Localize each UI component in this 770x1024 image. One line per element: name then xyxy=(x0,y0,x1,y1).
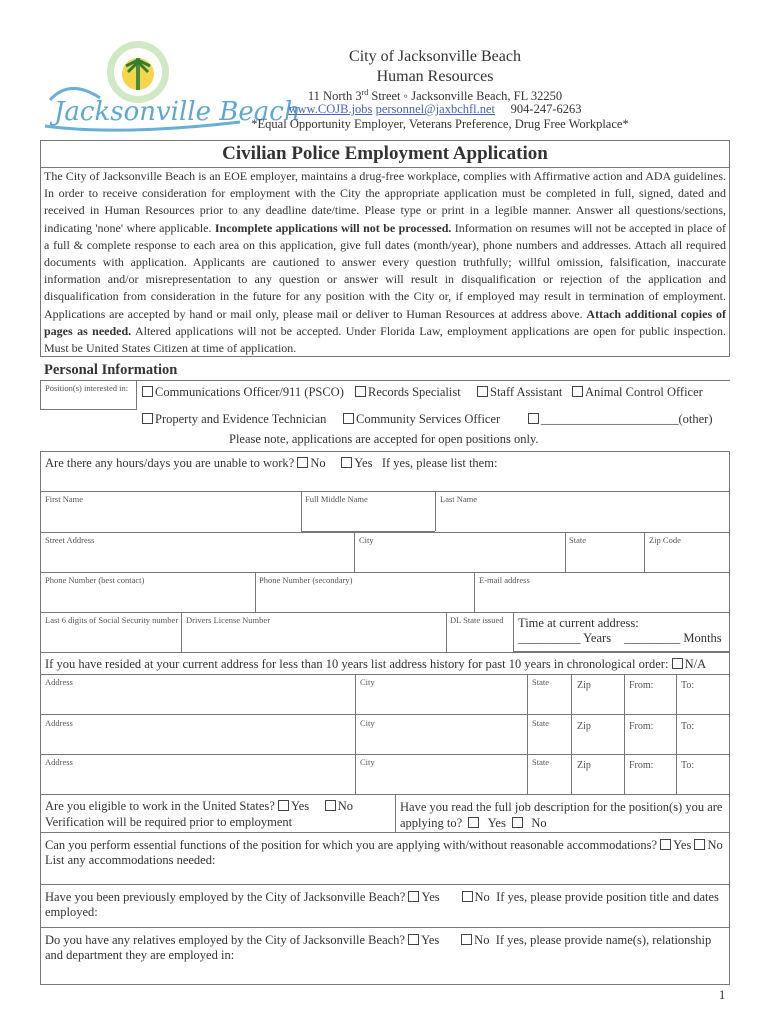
relatives-yes-checkbox[interactable] xyxy=(408,934,419,945)
dl-state-field[interactable]: DL State issued xyxy=(450,615,504,625)
phone-secondary-field[interactable]: Phone Number (secondary) xyxy=(259,575,353,585)
essential-functions-question: Can you perform essential functions of the position for which you are applying with/without reasonable accommodations? Yes No xyxy=(45,838,723,852)
checkbox[interactable] xyxy=(355,386,366,397)
city-logo xyxy=(40,38,301,138)
state-field[interactable]: State xyxy=(569,535,586,545)
svg-text:Jacksonville Beach: Jacksonville Beach xyxy=(54,97,301,127)
history-to-3[interactable]: To: xyxy=(681,760,695,771)
middle-name-field[interactable]: Full Middle Name xyxy=(305,494,368,504)
drivers-license-field[interactable]: Drivers License Number xyxy=(186,615,271,625)
position-option-records[interactable]: Records Specialist xyxy=(355,385,461,400)
checkbox[interactable] xyxy=(343,413,354,424)
months-field[interactable]: _________ Months xyxy=(624,631,722,645)
phone: 904-247-6263 xyxy=(510,102,582,116)
relatives-details-field[interactable]: and department they are employed in: xyxy=(45,948,235,962)
history-city-1[interactable]: City xyxy=(360,677,375,687)
relatives-no-checkbox[interactable] xyxy=(461,934,472,945)
page-number: 1 xyxy=(719,988,726,1002)
city-field[interactable]: City xyxy=(359,535,374,545)
email-field[interactable]: E-mail address xyxy=(479,575,530,585)
position-option-other[interactable]: ______________________(other) xyxy=(528,412,713,427)
essential-yes-checkbox[interactable] xyxy=(660,839,671,850)
verification-note: Verification will be required prior to employment xyxy=(45,815,293,829)
ssn-field[interactable]: Last 6 digits of Social Security number xyxy=(45,615,179,625)
position-option-community-services[interactable]: Community Services Officer xyxy=(343,412,500,427)
work-eligibility-question: Are you eligible to work in the United States? Yes No xyxy=(45,799,354,813)
email-link[interactable]: personnel@jaxbchfl.net xyxy=(375,102,496,116)
time-at-address-label: Time at current address: xyxy=(518,616,639,630)
history-address-1[interactable]: Address xyxy=(45,677,73,687)
positions-label: Position(s) interested in: xyxy=(45,383,129,393)
jd-yes-checkbox[interactable] xyxy=(468,817,479,828)
org-name: City of Jacksonville Beach xyxy=(349,48,521,65)
history-city-2[interactable]: City xyxy=(360,718,375,728)
job-description-question: Have you read the full job description for the position(s) you are applying to? Yes No xyxy=(400,800,723,830)
last-name-field[interactable]: Last Name xyxy=(440,494,478,504)
open-positions-note: Please note, applications are accepted for open positions only. xyxy=(229,432,539,446)
history-address-2[interactable]: Address xyxy=(45,718,73,728)
position-option-property-evidence[interactable]: Property and Evidence Technician xyxy=(142,412,326,427)
form-title: Civilian Police Employment Application xyxy=(222,143,548,164)
hours-question: Are there any hours/days you are unable to work? No Yes If yes, please list them: xyxy=(45,456,498,470)
first-name-field[interactable]: First Name xyxy=(45,494,84,504)
history-state-3[interactable]: State xyxy=(532,757,549,767)
street-address-field[interactable]: Street Address xyxy=(45,535,95,545)
section-heading-personal: Personal Information xyxy=(44,362,178,378)
history-city-3[interactable]: City xyxy=(360,757,375,767)
hours-yes-checkbox[interactable] xyxy=(341,457,352,468)
jd-no-checkbox[interactable] xyxy=(512,817,523,828)
checkbox[interactable] xyxy=(477,386,488,397)
na-checkbox[interactable] xyxy=(672,658,683,669)
zip-code-field[interactable]: Zip Code xyxy=(649,535,681,545)
history-to-1[interactable]: To: xyxy=(681,680,695,691)
history-address-3[interactable]: Address xyxy=(45,757,73,767)
contact-line xyxy=(250,102,620,117)
checkbox[interactable] xyxy=(142,413,153,424)
checkbox[interactable] xyxy=(142,386,153,397)
position-option-staff-assistant[interactable]: Staff Assistant xyxy=(477,385,562,400)
eligible-no-checkbox[interactable] xyxy=(325,800,336,811)
history-zip-1[interactable]: Zip xyxy=(577,680,591,691)
prev-emp-yes-checkbox[interactable] xyxy=(408,891,419,902)
dept-name: Human Resources xyxy=(376,68,494,85)
prev-emp-no-checkbox[interactable] xyxy=(462,891,473,902)
previous-employment-dates-field[interactable]: employed: xyxy=(45,905,98,919)
history-zip-3[interactable]: Zip xyxy=(577,760,591,771)
position-option-psco[interactable]: Communications Officer/911 (PSCO) xyxy=(142,385,344,400)
history-zip-2[interactable]: Zip xyxy=(577,721,591,732)
previous-employment-question: Have you been previously employed by the City of Jacksonville Beach? Yes No If yes, please provide position title and dates xyxy=(45,890,719,904)
hours-no-checkbox[interactable] xyxy=(297,457,308,468)
essential-no-checkbox[interactable] xyxy=(694,839,705,850)
intro-text: The City of Jacksonville Beach is an EOE employer, maintains a drug-free workplace, complies with Affirmative action and ADA guidelines. In order to receive consideration for employment with the City the appropriate application must be completed in full, signed, dated and received in Human Resources prior to any deadline date/time. Please type or print in a legible manner. Answer all questions/sections, indicating 'none' where applicable. Incomplete applications will not be processed. Information on resumes will not be accepted in place of a full & complete response to each area on this application, give full dates (month/year), phone numbers and addresses. Attach all required documents with application. Applicants are cautioned to answer every question truthfully; willful omission, falsification, inaccurate information and/or misrepresentation to any question or answer will result in disqualification or rejection of the application and disqualification from consideration in the future for any position with the City or, if employed may result in termination of employment. Applications are accepted by hand or mail only, please mail or deliver to Human Resources at address above. Attach additional copies of pages as needed. Altered applications will not be accepted. Under Florida Law, employment applications are open for public inspection. Must be United States Citizen at time of application. xyxy=(44,169,727,356)
checkbox[interactable] xyxy=(572,386,583,397)
accommodations-field[interactable]: List any accommodations needed: xyxy=(45,853,216,867)
website-link[interactable]: www.COJB.jobs xyxy=(288,102,373,116)
history-state-2[interactable]: State xyxy=(532,718,549,728)
phone-best-field[interactable]: Phone Number (best contact) xyxy=(45,575,145,585)
address-history-question: If you have resided at your current address for less than 10 years list address history for past 10 years in chronological order: N/A xyxy=(45,657,707,671)
address-line: 11 North 3rd Street ◦ Jacksonville Beach, FL 32250 xyxy=(307,88,563,104)
relatives-question: Do you have any relatives employed by the City of Jacksonville Beach? Yes No If yes, please provide name(s), relationship xyxy=(45,933,712,947)
history-to-2[interactable]: To: xyxy=(681,721,695,732)
position-option-animal-control[interactable]: Animal Control Officer xyxy=(572,385,703,400)
years-field[interactable]: __________ Years xyxy=(518,631,612,645)
history-from-3[interactable]: From: xyxy=(629,760,654,771)
eligible-yes-checkbox[interactable] xyxy=(278,800,289,811)
history-from-2[interactable]: From: xyxy=(629,721,654,732)
checkbox[interactable] xyxy=(528,413,539,424)
history-state-1[interactable]: State xyxy=(532,677,549,687)
history-from-1[interactable]: From: xyxy=(629,680,654,691)
eoe-statement: *Equal Opportunity Employer, Veterans Preference, Drug Free Workplace* xyxy=(251,117,629,131)
